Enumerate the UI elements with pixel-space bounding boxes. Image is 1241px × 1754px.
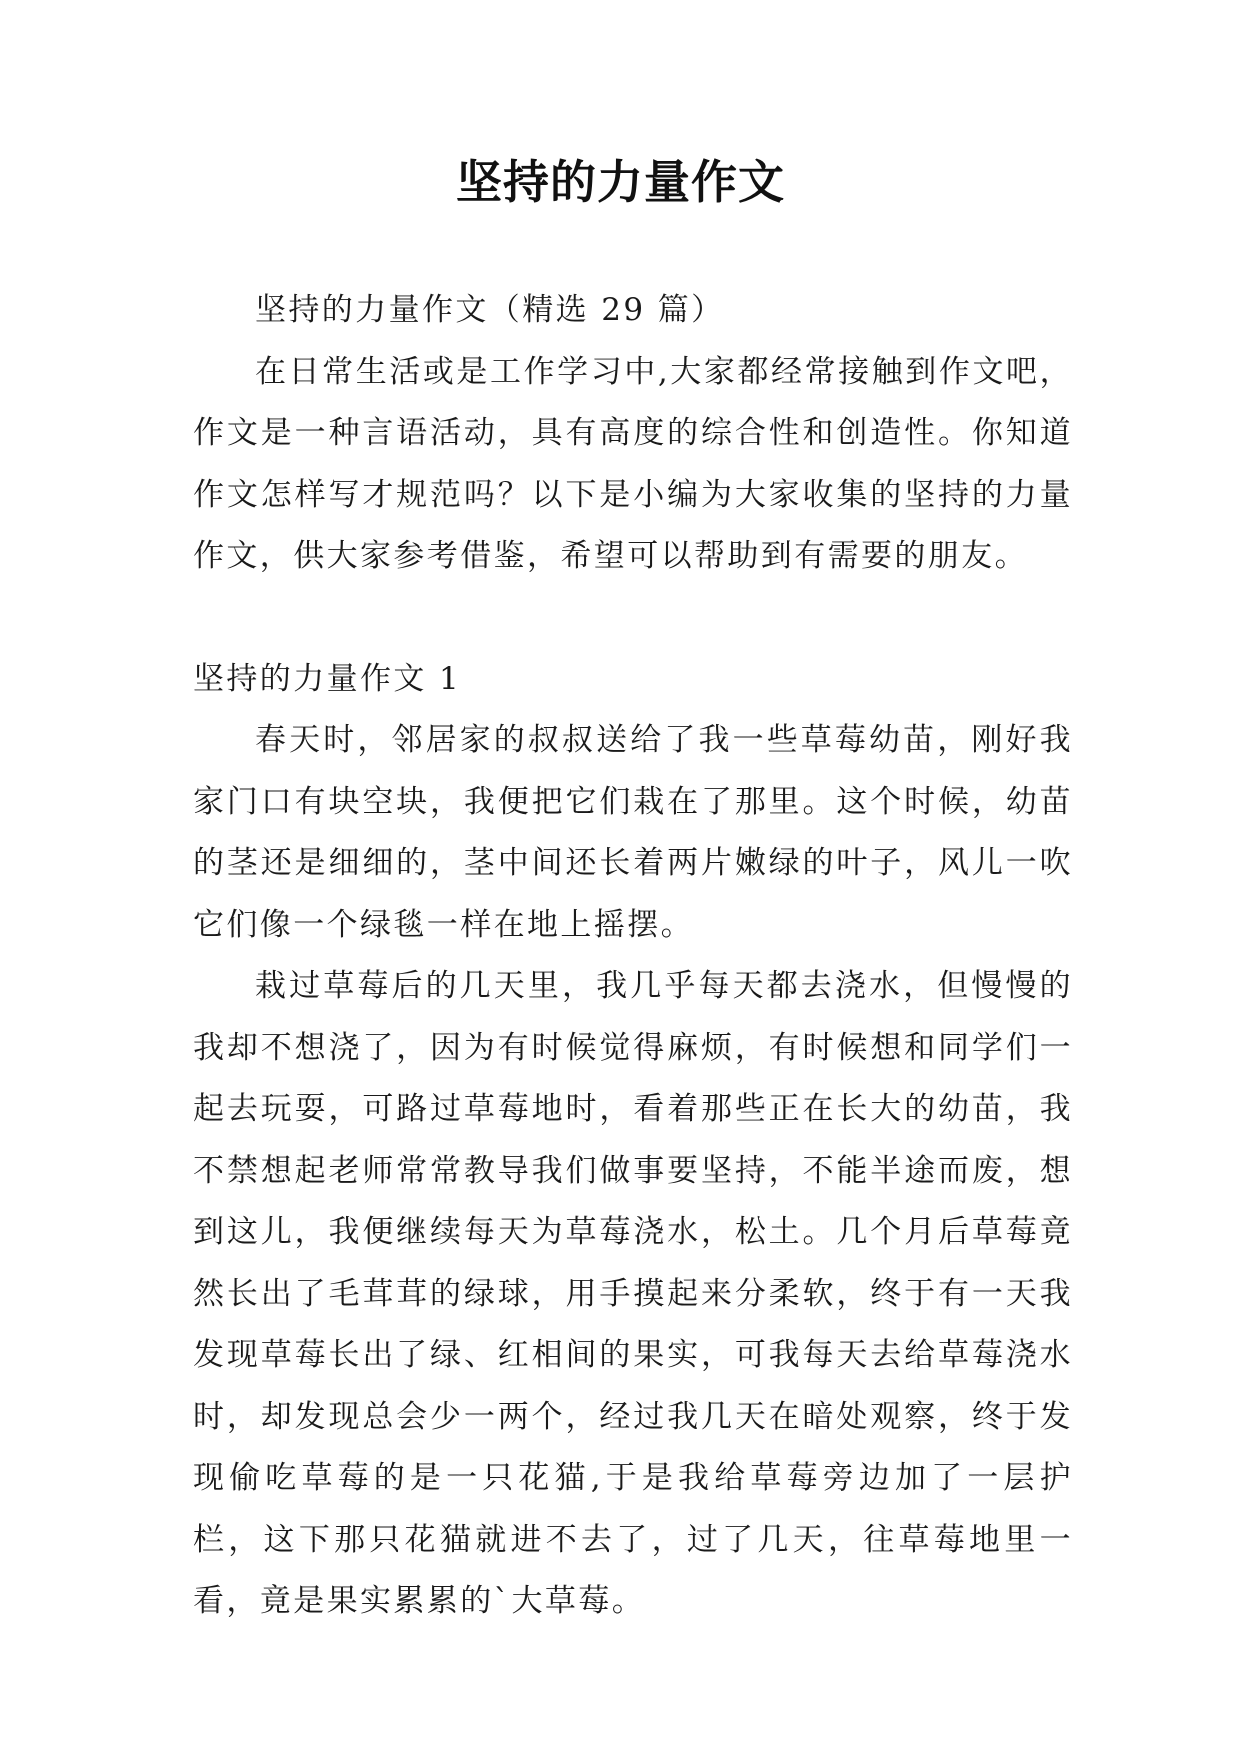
document-body [193,280,1073,1633]
document-title: 坚持的力量作文 [456,155,785,209]
section-paragraph: 栽过草莓后的几天里，我几乎每天都去浇水，但慢慢的我却不想浇了，因为有时候觉得麻烦，有时候想和同学们一起去玩耍，可路过草莓地时，看着那些正在长大的幼苗，我不禁想起老师常常教导我们做事要坚持，不能半途而废，想到这儿，我便继续每天为草莓浇水，松土。几个月后草莓竟然长出了毛茸茸的绿球，用手摸起来分柔软，终于有一天我发现草莓长出了绿、红相间的果实，可我每天去给草莓浇水时，却发现总会少一两个，经过我几天在暗处观察，终于发现偷吃草莓的是一只花猫,于是我给草莓旁边加了一层护栏，这下那只花猫就进不去了，过了几天，往草莓地里一看，竟是果实累累的`大草莓。 [193,968,1073,1619]
intro-paragraph: 在日常生活或是工作学习中,大家都经常接触到作文吧，作文是一种言语活动，具有高度的综合性和创造性。你知道作文怎样写才规范吗？以下是小编为大家收集的坚持的力量作文，供大家参考借鉴，希望可以帮助到有需要的朋友。 [193,353,1073,574]
section-heading: 坚持的力量作文 1 [193,660,462,697]
section-paragraph: 春天时，邻居家的叔叔送给了我一些草莓幼苗，刚好我家门口有块空块，我便把它们栽在了那里。这个时候，幼苗的茎还是细细的，茎中间还长着两片嫩绿的叶子，风儿一吹它们像一个绿毯一样在地上摇摆。 [193,722,1073,943]
document-subtitle: 坚持的力量作文（精选 29 篇） [255,292,725,328]
